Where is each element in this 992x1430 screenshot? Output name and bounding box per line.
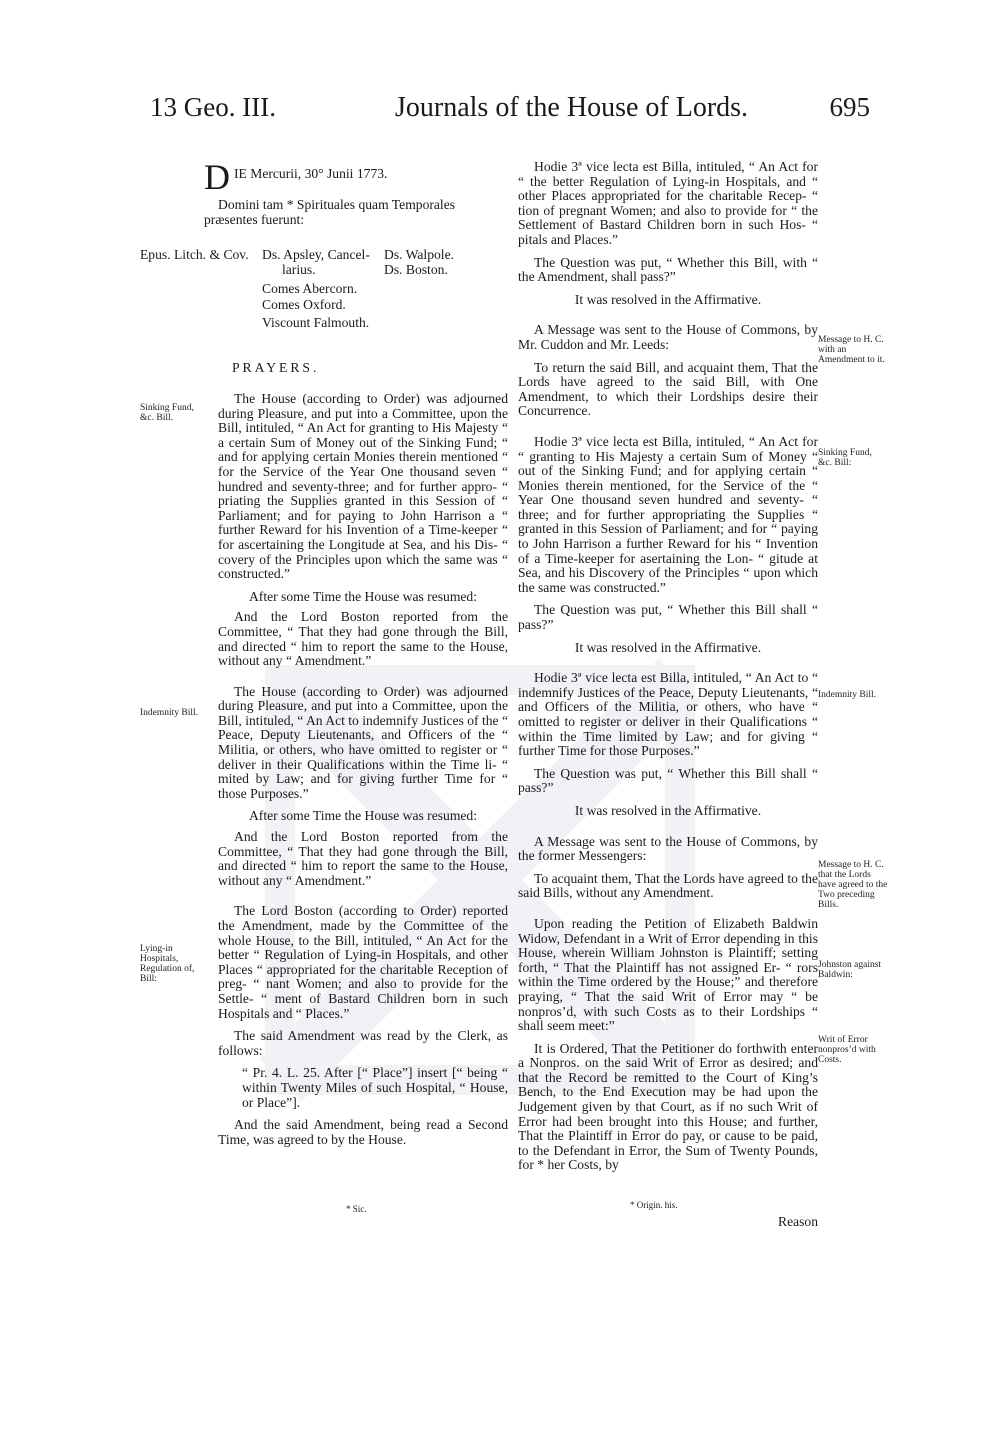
catchword: Reason: [778, 1214, 819, 1229]
right-paragraph: To return the said Bill, and acquaint them, That the Lords have agreed to the said Bill, with One Amendment, to which their Lordships desire their Concurrence.: [518, 359, 818, 419]
right-paragraph: It was resolved in the Affirmative.: [574, 639, 762, 655]
margin-note-sinking-fund-right: Sinking Fund, &c. Bill:: [818, 448, 872, 468]
margin-note-johnston: Johnston against Baldwin:: [818, 960, 882, 980]
right-paragraph: The Question was put, “ Whether this Bill shall “ pass?”: [518, 602, 818, 633]
right-column: [518, 160, 818, 1181]
right-paragraph: To acquaint them, That the Lords have agreed to the said Bills, without any Amendment.: [518, 870, 818, 901]
lord-walpole: Ds. Walpole.: [384, 247, 455, 262]
lord-falmouth: Viscount Falmouth.: [262, 315, 370, 330]
right-paragraph: Hodie 3ª vice lecta est Billa, intituled, “ An Act for “ granting to His Majesty a certain Sum of Money “ out of the Sinking Fund; and for applying certain “ Monies therein mentioned, for the Service of the “ Year One thousand seven hundred and seventy- “ three; and for further appropriating the Supplies “ granted in this Session of Parliament; and for “ paying to John Harrison a further Reward for his “ Invention of a Time-keeper for asertaining the Lon- “ gitude at Sea, and his Discovery of the Principles “ upon which the same was constructed.”: [518, 433, 818, 595]
drop-cap: D: [204, 157, 230, 197]
right-paragraph: It was resolved in the Affirmative.: [574, 291, 762, 307]
left-paragraph: The House (according to Order) was adjourned during Pleasure, and put into a Committee, upon the Bill, intituled, “ An Act to indemnify Justices of the “ Peace, Deputy Lieutenants, and Officers of the “ Militia, or others, who have omitted to register or “ deliver in their Qualifications within the Time li- “ mited by Law; and for giving further Time for “ those Purposes.”: [218, 683, 508, 801]
amendment-quote: “ Pr. 4. L. 25. After [“ Place”] insert [“ being “ within Twenty Miles of such Hospital, “ House, or Place”].: [242, 1065, 508, 1110]
lord-epus: Epus. Litch. & Cov.: [140, 247, 249, 262]
left-paragraph: After some Time the House was resumed:: [248, 588, 478, 604]
left-paragraph: And the Lord Boston reported from the Committee, “ That they had gone through the Bill, and directed “ him to report the same to the House, without any “ Amendment.”: [218, 829, 508, 888]
left-paragraph: The said Amendment was read by the Clerk, as follows:: [218, 1028, 508, 1058]
right-paragraph: It is Ordered, That the Petitioner do forthwith enter a Nonpros. on the said Writ of Error as desired; and that the Record be remitted to the Court of King’s Bench, to the End Execution may be had upon the Judgement given by that Court, as if no such Writ of Error had been brought into this House; and further, That the Plaintiff in Error do pay, or cause to be paid, to the Defendant in Error, the Sum of Twenty Pounds, for * her Costs, by: [518, 1040, 818, 1173]
margin-note-lying-in: Lying-in Hospitals, Regulation of, Bill:: [140, 944, 195, 984]
page-header: [150, 92, 870, 132]
right-paragraph: Upon reading the Petition of Elizabeth Baldwin Widow, Defendant in a Writ of Error depending in this House, wherein William Johnston is Plaintiff; setting forth, “ That the Plaintiff has not assigned Er- “ rors within the Time ordered by the House;” and therefore praying, “ That the said Writ of Error may “ be nonpros’d, with such Costs as to their Lordships “ shall seem meet:”: [518, 915, 818, 1034]
left-footnote: * Sic.: [346, 1204, 367, 1214]
session-date: IE Mercurii, 30° Junii 1773.: [234, 166, 388, 181]
right-paragraph: Hodie 3ª vice lecta est Billa, intituled, “ An Act for “ the better Regulation of Lying-in Hospitals, and “ other Places appropriated for the charitable Recep- “ tion of pregnant Women; and also to provide for “ the Settlement of Bastard Children born in such Hos- “ pitals and Places.”: [518, 159, 818, 247]
margin-note-writ: Writ of Error nonpros’d with Costs.: [818, 1035, 876, 1065]
lords-present: Domini tam * Spirituales quam Temporales præsentes fuerunt:: [204, 197, 456, 227]
left-paragraph: And the said Amendment, being read a Second Time, was agreed to by the House.: [218, 1117, 508, 1147]
lord-apsley: Ds. Apsley, Cancel-: [262, 247, 370, 262]
session-heading: [204, 157, 504, 227]
margin-note-message-amendment: Message to H. C. with an Amendment to it.: [818, 335, 885, 365]
left-paragraph: After some Time the House was resumed:: [248, 808, 478, 824]
prayers-heading: PRAYERS.: [232, 360, 320, 375]
margin-note-indemnity: Indemnity Bill.: [140, 708, 199, 718]
right-paragraph: The Question was put, “ Whether this Bill, with “ the Amendment, shall pass?”: [518, 254, 818, 285]
page-number: 695: [829, 92, 870, 122]
right-paragraph: Hodie 3ª vice lecta est Billa, intituled, “ An Act to “ indemnify Justices of the Peace, Deputy Lieutenants, “ and Officers of the Militia, or others, who have “ omitted to register or deliver in their Qualifications “ within the Time limited by Law; and for giving “ further Time for those Purposes.”: [518, 670, 818, 759]
left-paragraph: The Lord Boston (according to Order) reported the Amendment, made by the Committee of the whole House, to the Bill, intituled, “ An Act for the better “ Regulation of Lying-in Hospitals, and other Places “ appropriated for the charitable Reception of preg- “ nant Women; and also to provide for the Settle- “ ment of Bastard Children born in such Hospitals and “ Places.”: [218, 903, 508, 1021]
right-footnote: * Origin. his.: [630, 1200, 678, 1210]
left-paragraph: The House (according to Order) was adjourned during Pleasure, and put into a Committee, upon the Bill, intituled, “ An Act for granting to His Majesty “ a certain Sum of Money out of the Sinking Fund; “ and for applying certain Monies therein mentioned “ for the Service of the Year One thousand seven “ hundred and seventy-three; and for further appro- “ priating the Supplies granted in this Session of “ Parliament; and for paying to John Harrison a “ further Reward for his Invention of a Time-keeper “ for ascertaining the Longitude at Sea, and his Dis- “ covery of the Principles upon which the same was “ constructed.”: [218, 391, 508, 582]
lord-boston: Ds. Boston.: [384, 262, 448, 277]
margin-note-message-bills: Message to H. C. that the Lords have agreed to the Two preceding Bills.: [818, 860, 888, 910]
regnal-year: 13 Geo. III.: [150, 92, 276, 122]
lord-apsley-cont: larius.: [282, 262, 316, 277]
right-paragraph: The Question was put, “ Whether this Bill shall “ pass?”: [518, 765, 818, 796]
left-paragraph: And the Lord Boston reported from the Committee, “ That they had gone through the Bill, and directed “ him to report the same to the House, without any “ Amendment.”: [218, 609, 508, 669]
lord-abercorn: Comes Abercorn.: [262, 281, 358, 296]
journal-title: Journals of the House of Lords.: [395, 92, 749, 123]
lord-oxford: Comes Oxford.: [262, 297, 346, 312]
left-column: [218, 392, 508, 1155]
right-paragraph: A Message was sent to the House of Commons, by the former Messengers:: [518, 833, 818, 864]
right-paragraph: A Message was sent to the House of Commons, by Mr. Cuddon and Mr. Leeds:: [518, 322, 818, 352]
right-paragraph: It was resolved in the Affirmative.: [574, 802, 762, 818]
margin-note-sinking-fund: Sinking Fund, &c. Bill.: [140, 403, 194, 423]
margin-note-indemnity-right: Indemnity Bill.: [818, 690, 877, 700]
